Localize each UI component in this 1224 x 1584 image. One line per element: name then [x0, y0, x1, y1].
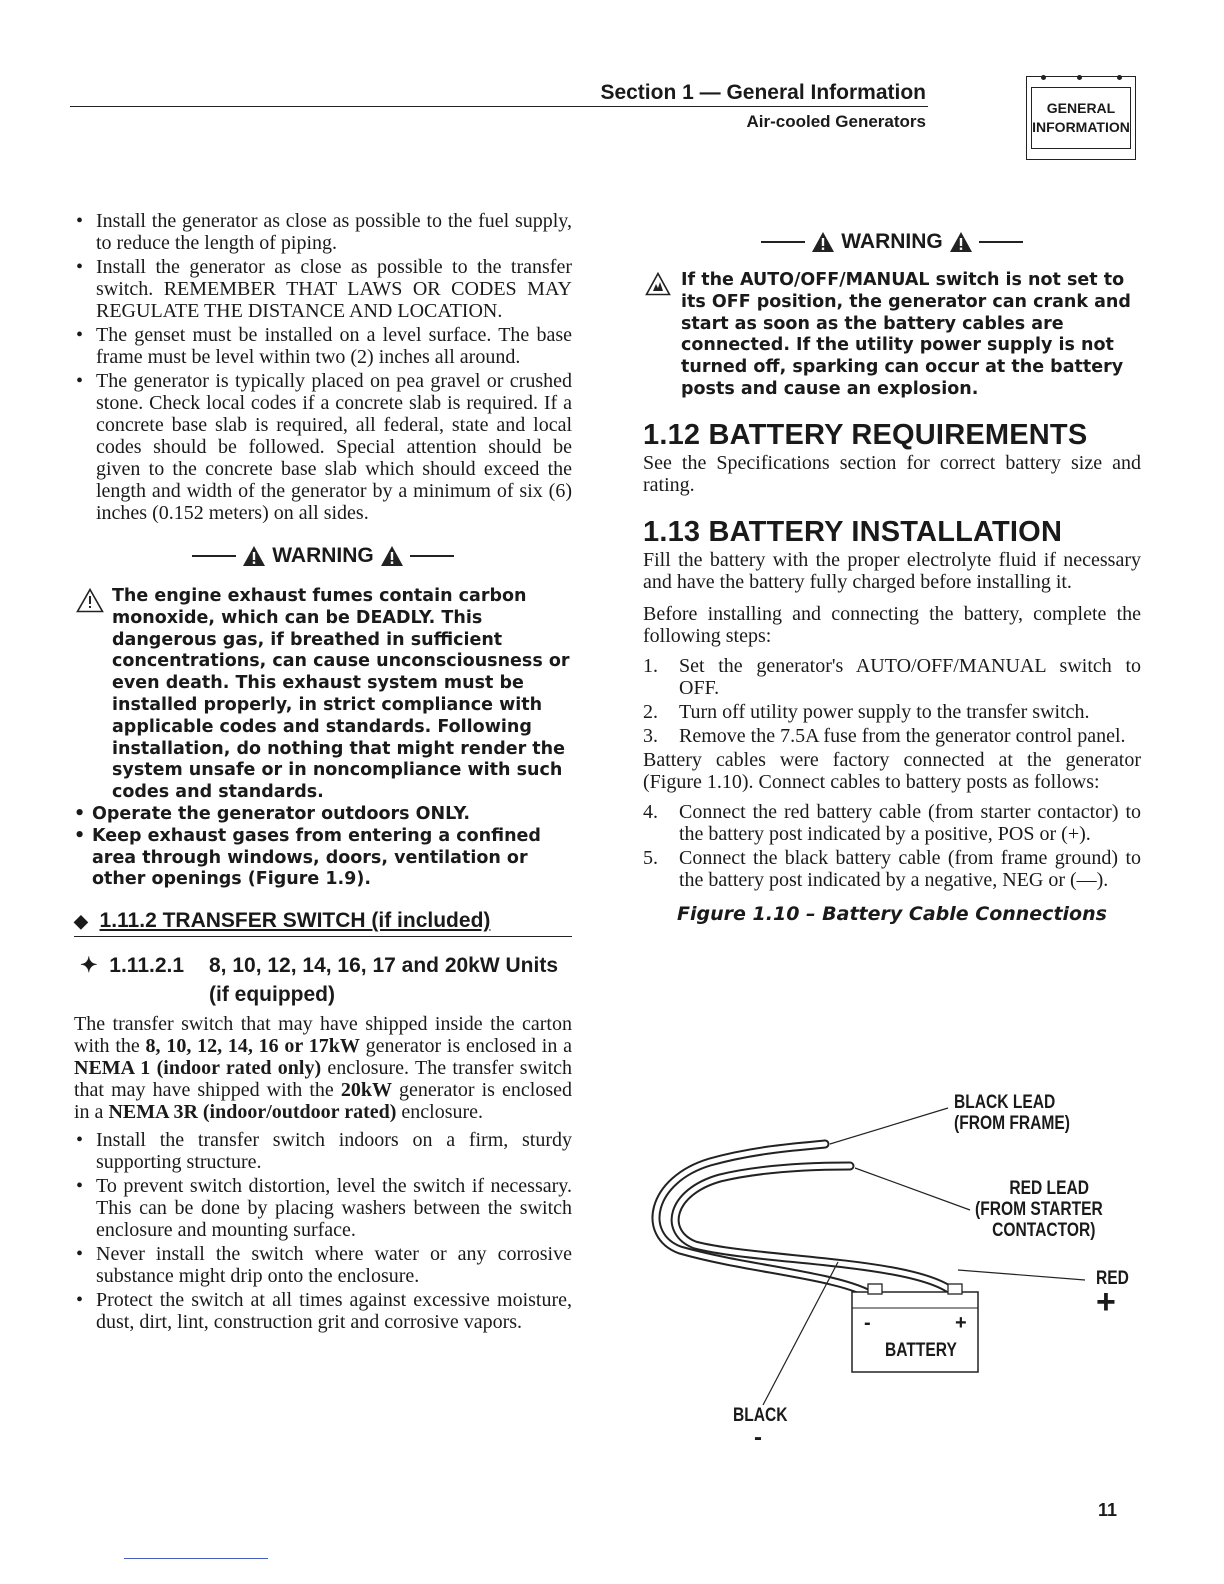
cross-icon: ✦ [80, 954, 98, 978]
switch-bullet-list [74, 1129, 572, 1333]
tab-label-line2: INFORMATION [1032, 119, 1130, 135]
list-item: • Never install the switch where water or any corrosive substance might drip onto the enclosure. [74, 1243, 572, 1287]
section-tab [1026, 76, 1136, 160]
list-item: • To prevent switch distortion, level the switch if necessary. This can be done by placing washers between the switch enclosure and mounting surface. [74, 1175, 572, 1241]
warning-title: WARNING [272, 544, 374, 567]
list-item: 2. Turn off utility power supply to the transfer switch. [643, 700, 1090, 723]
warning-heading [643, 230, 1141, 254]
list-item: 5. Connect the black battery cable (from frame ground) to the battery post indicated by a negative, NEG or (—). [643, 846, 1141, 891]
subsection-heading: ◆ 1.11.2 TRANSFER SWITCH (if included) [74, 909, 572, 937]
warning-bullets [74, 804, 572, 891]
negative-terminal [868, 1284, 882, 1294]
footer-rule [124, 1558, 268, 1559]
red-plus-label: + [1096, 1283, 1116, 1321]
list-item: • Protect the switch at all times against excessive moisture, dust, dirt, lint, construction grit and corrosive vapors. [74, 1289, 572, 1333]
positive-terminal [948, 1284, 962, 1294]
site-bullet-list [74, 210, 572, 524]
warning-icon [380, 545, 404, 567]
list-item: 4. Connect the red battery cable (from starter contactor) to the battery post indicated by a positive, POS or (+). [643, 800, 1141, 845]
diamond-icon: ◆ [74, 911, 88, 932]
caution-triangle-icon [76, 588, 104, 613]
list-item: • Install the transfer switch indoors on a firm, sturdy supporting structure. [74, 1129, 572, 1173]
warning-icon [242, 545, 266, 567]
black-lead-label: BLACK LEAD (FROM FRAME) [954, 1092, 1070, 1134]
battery-installation-heading: 1.13 BATTERY INSTALLATION [643, 515, 1063, 548]
list-item: 1. Set the generator's AUTO/OFF/MANUAL switch to OFF. [643, 654, 1141, 699]
list-item: • Keep exhaust gases from entering a confined area through windows, doors, ventilation or other openings (Figure 1.9). [74, 826, 572, 891]
left-column [74, 210, 572, 1335]
list-item: • Install the generator as close as possible to the transfer switch. REMEMBER THAT LAWS OR CODES MAY REGULATE THE DISTANCE AND LOCATION. [74, 256, 572, 322]
list-item: 3. Remove the 7.5A fuse from the generator control panel. [643, 724, 1126, 747]
steps-list [643, 655, 1141, 747]
warning-text: If the AUTO/OFF/MANUAL switch is not set to its OFF position, the generator can crank and start as soon as the battery cables are connected. If the utility power supply is not turned off, sparking can occur at the battery posts and cause an explosion. [643, 270, 1141, 401]
red-label: RED [1096, 1268, 1129, 1289]
warning-text: The engine exhaust fumes contain carbon monoxide, which can be DEADLY. This dangerous gas, if breathed in sufficient concentrations, can cause unconsciousness or even death. This exhaust system must be installed properly, in strict compliance with applicable codes and standards. Following installation, do nothing that might render the system unsafe or in noncompliance with such codes and standards. [74, 586, 572, 804]
battery-requirements-heading: 1.12 BATTERY REQUIREMENTS [643, 418, 1088, 451]
red-lead-label: RED LEAD (FROM STARTER CONTACTOR) [975, 1178, 1103, 1241]
page-number: 11 [1098, 1500, 1118, 1520]
installation-paragraph: Battery cables were factory connected at the generator (Figure 1.10). Connect cables to battery posts as follows: [643, 748, 1141, 793]
installation-paragraph: Fill the battery with the proper electrolyte fluid if necessary and have the battery fully charged before installing it. [643, 548, 1141, 593]
requirements-text: See the Specifications section for correct battery size and rating. [643, 451, 1141, 496]
warning-title: WARNING [841, 230, 943, 253]
figure-caption: Figure 1.10 – Battery Cable Connections [677, 902, 1107, 925]
warning-icon [811, 231, 835, 253]
battery-plus-sign: + [955, 1312, 967, 1334]
black-label: BLACK [733, 1405, 788, 1426]
transfer-switch-paragraph: The transfer switch that may have shipped inside the carton with the 8, 10, 12, 14, 16 or 17kW generator is enclosed in a NEMA 1 (indoor rated only) enclosure. The transfer switch that may have shipped with the 20kW generator is enclosed in a NEMA 3R (indoor/outdoor rated) enclosure. [74, 1013, 573, 1124]
list-item: • The generator is typically placed on pea gravel or crushed stone. Check local codes if a concrete slab is required. If a concrete base slab is required, all federal, state and local codes should be followed. Special attention should be given to the concrete base slab which should exceed the length and width of the generator by a minimum of six (6) inches (0.152 meters) on all sides. [74, 370, 572, 524]
warning-icon [949, 231, 973, 253]
section-subtitle: Air-cooled Generators [746, 112, 926, 131]
installation-paragraph: Before installing and connecting the battery, complete the following steps: [643, 602, 1141, 647]
sub-subsection-heading: ✦ 1.11.2.1 8, 10, 12, 14, 16, 17 and 20kW Units (if equipped) [80, 954, 559, 1007]
battery-label: BATTERY [885, 1340, 957, 1361]
battery-cable-diagram [640, 1080, 1140, 1460]
header-rule [70, 106, 928, 107]
black-minus-label: - [754, 1424, 762, 1451]
list-item: • The genset must be installed on a level surface. The base frame must be level within two (2) inches all around. [74, 324, 572, 368]
explosion-warning-icon [645, 272, 671, 296]
tab-label-line1: GENERAL [1046, 100, 1116, 116]
warning-heading [74, 544, 572, 568]
section-title: Section 1 — General Information [600, 81, 926, 104]
battery-minus-sign: - [864, 1312, 871, 1334]
steps-list [643, 801, 1141, 891]
right-column [643, 230, 1141, 925]
list-item: • Operate the generator outdoors ONLY. [74, 804, 572, 826]
list-item: • Install the generator as close as possible to the fuel supply, to reduce the length of piping. [74, 210, 572, 254]
